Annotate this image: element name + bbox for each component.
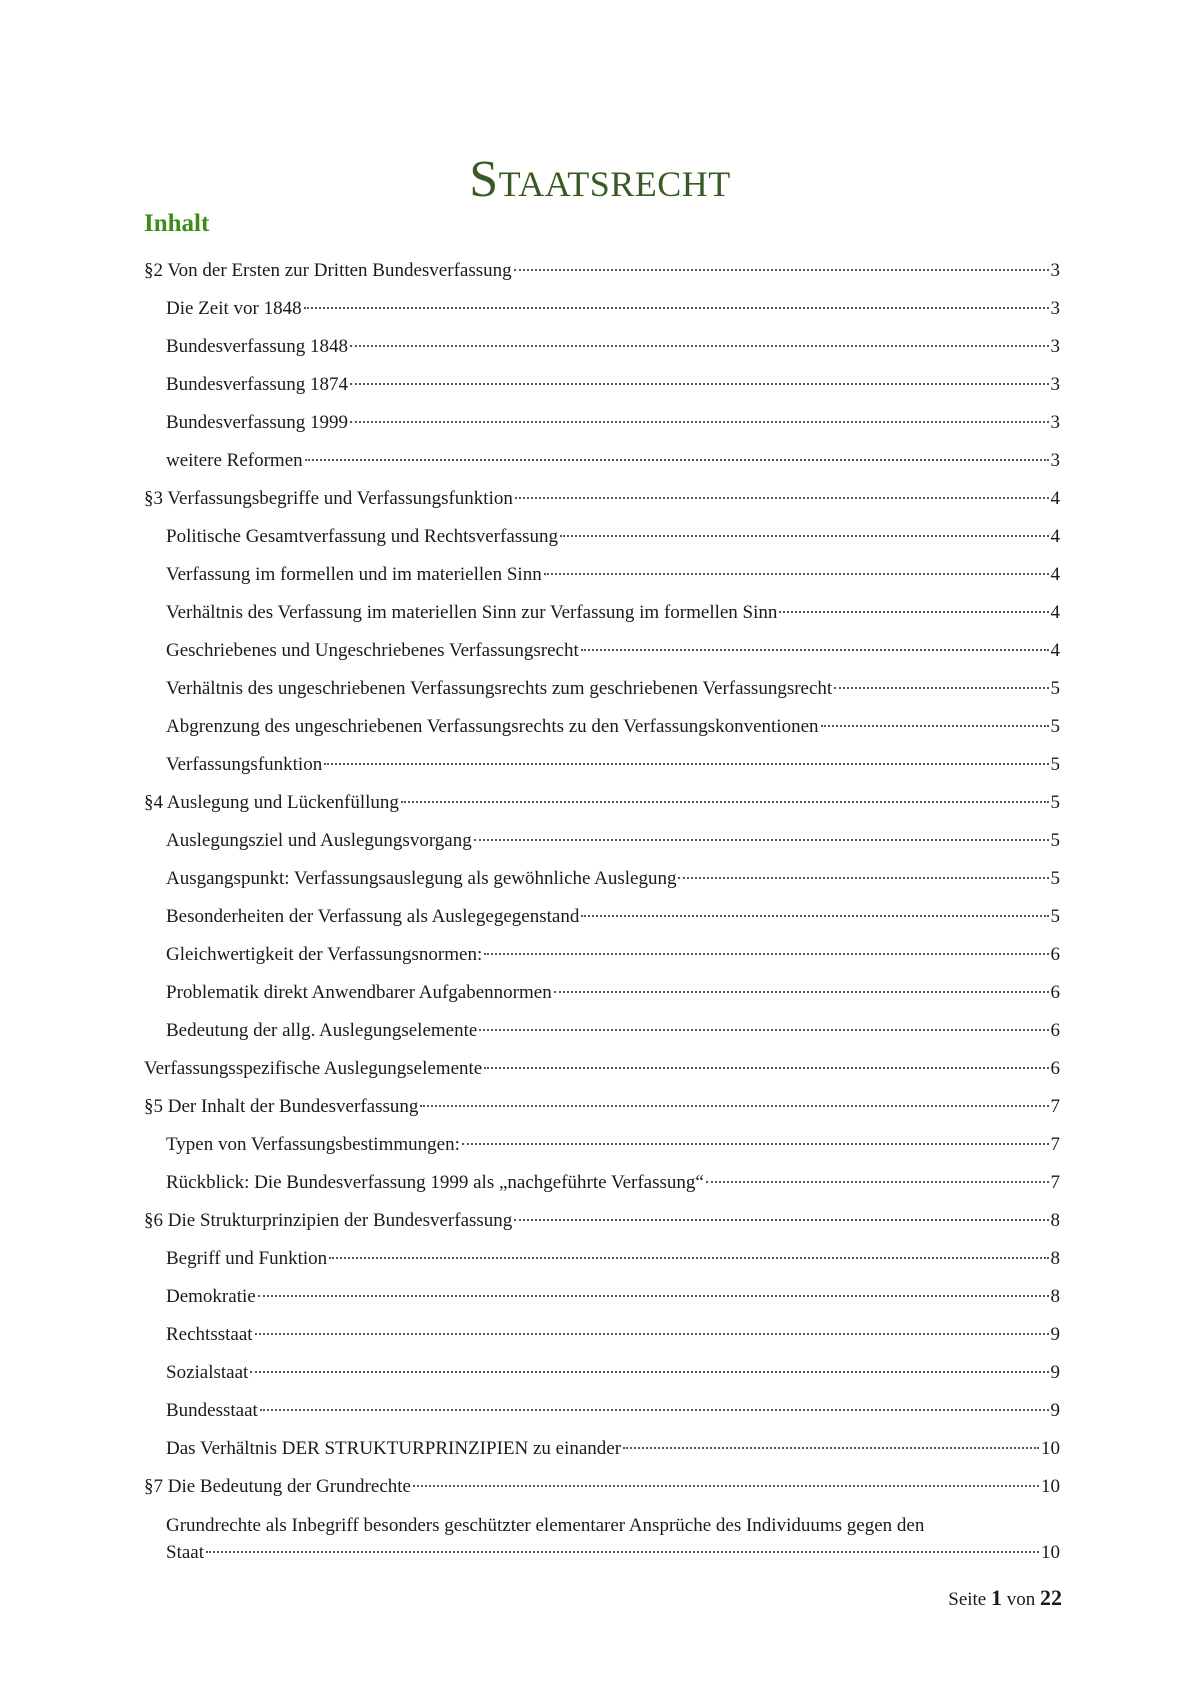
toc-entry-page: 8 (1050, 1286, 1060, 1307)
toc-entry[interactable] (144, 1246, 1060, 1284)
toc-entry[interactable] (144, 486, 1060, 524)
toc-dot-leader (350, 345, 1048, 347)
toc-dot-leader (581, 649, 1049, 651)
toc-entry-page: 5 (1050, 830, 1060, 851)
toc-entry-text: Geschriebenes und Ungeschriebenes Verfassungsrecht (166, 640, 579, 661)
toc-entry-page: 4 (1050, 602, 1060, 623)
toc-entry-text: Verfassungsspezifische Auslegungselemente (144, 1058, 483, 1079)
toc-entry-text: Das Verhältnis DER STRUKTURPRINZIPIEN zu einander (166, 1438, 622, 1459)
toc-entry-page: 3 (1050, 298, 1060, 319)
toc-entry[interactable] (144, 714, 1060, 752)
toc-entry-text: Bundesstaat (166, 1400, 258, 1421)
toc-entry-page: 3 (1050, 336, 1060, 357)
toc-entry[interactable] (144, 866, 1060, 904)
toc-entry[interactable] (144, 1322, 1060, 1360)
page-footer (948, 1585, 1062, 1611)
toc-dot-leader (462, 1143, 1049, 1145)
toc-dot-leader (401, 801, 1049, 803)
toc-entry-text: Ausgangspunkt: Verfassungsauslegung als gewöhnliche Auslegung (166, 868, 677, 889)
toc-entry-text: Sozialstaat (166, 1362, 249, 1383)
footer-current-page: 1 (991, 1585, 1002, 1610)
toc-dot-leader (479, 1029, 1048, 1031)
footer-total-pages: 22 (1040, 1585, 1062, 1610)
toc-entry[interactable] (144, 372, 1060, 410)
toc-dot-leader (581, 915, 1048, 917)
toc-dot-leader (474, 839, 1049, 841)
toc-entry[interactable] (144, 410, 1060, 448)
toc-entry-page: 7 (1050, 1096, 1060, 1117)
toc-entry-text: Bundesverfassung 1999 (166, 412, 349, 433)
toc-dot-leader (350, 421, 1048, 423)
toc-dot-leader (821, 725, 1049, 727)
toc-entry-page: 7 (1050, 1172, 1060, 1193)
toc-entry[interactable] (144, 942, 1060, 980)
toc-entry-page: 6 (1050, 944, 1060, 965)
toc-entry-text: Politische Gesamtverfassung und Rechtsverfassung (166, 526, 559, 547)
toc-heading: Inhalt (144, 210, 210, 237)
page-title: Staatsrecht (469, 151, 731, 208)
toc-entry-text: Demokratie (166, 1286, 256, 1307)
toc-entry-text: Gleichwertigkeit der Verfassungsnormen: (166, 944, 483, 965)
toc-entry[interactable] (144, 676, 1060, 714)
toc-entry-text: §2 Von der Ersten zur Dritten Bundesverfassung (144, 260, 512, 281)
toc-entry-text: Bedeutung der allg. Auslegungselemente (166, 1020, 478, 1041)
toc-dot-leader (324, 763, 1048, 765)
toc-entry-page: 5 (1050, 906, 1060, 927)
toc-entry-text: weitere Reformen (166, 450, 303, 471)
toc-entry-text: §6 Die Strukturprinzipien der Bundesverfassung (144, 1210, 513, 1231)
toc-dot-leader (250, 1371, 1048, 1373)
toc-entry[interactable] (144, 1132, 1060, 1170)
toc-entry[interactable] (144, 638, 1060, 676)
toc-entry[interactable] (144, 904, 1060, 942)
toc-dot-leader (544, 573, 1049, 575)
footer-prefix: Seite (948, 1589, 987, 1610)
toc-entry-page: 4 (1050, 488, 1060, 509)
toc-dot-leader (779, 611, 1048, 613)
toc-entry[interactable] (144, 600, 1060, 638)
toc-entry-text: §7 Die Bedeutung der Grundrechte (144, 1476, 411, 1497)
table-of-contents (144, 258, 1060, 1570)
toc-entry-text: Rückblick: Die Bundesverfassung 1999 als „nachgeführte Verfassung“ (166, 1172, 704, 1193)
footer-middle: von (1006, 1589, 1036, 1610)
toc-dot-leader (484, 1067, 1048, 1069)
toc-dot-leader (413, 1485, 1039, 1487)
toc-entry[interactable] (144, 1436, 1060, 1474)
toc-dot-leader (554, 991, 1049, 993)
toc-dot-leader (206, 1551, 1039, 1553)
toc-entry[interactable] (144, 258, 1060, 296)
toc-entry[interactable] (144, 1398, 1060, 1436)
toc-dot-leader (706, 1181, 1049, 1183)
toc-entry-text: Verfassung im formellen und im materiellen Sinn (166, 564, 542, 585)
toc-entry-page: 5 (1050, 678, 1060, 699)
toc-entry-page: 4 (1050, 564, 1060, 585)
toc-entry-page: 3 (1050, 450, 1060, 471)
toc-entry-page: 6 (1050, 1020, 1060, 1041)
toc-entry-page: 4 (1050, 526, 1060, 547)
toc-entry-text: §3 Verfassungsbegriffe und Verfassungsfunktion (144, 488, 513, 509)
toc-dot-leader (560, 535, 1048, 537)
toc-entry-page: 5 (1050, 792, 1060, 813)
toc-entry[interactable] (144, 1284, 1060, 1322)
toc-dot-leader (515, 497, 1049, 499)
toc-entry[interactable] (144, 1512, 1060, 1570)
toc-dot-leader (329, 1257, 1048, 1259)
toc-entry[interactable] (144, 1474, 1060, 1512)
toc-entry-text: Auslegungsziel und Auslegungsvorgang (166, 830, 472, 851)
toc-entry-text: §4 Auslegung und Lückenfüllung (144, 792, 399, 813)
toc-entry-page: 6 (1050, 1058, 1060, 1079)
toc-entry-text: §5 Der Inhalt der Bundesverfassung (144, 1096, 419, 1117)
toc-entry-page: 9 (1050, 1362, 1060, 1383)
toc-entry[interactable] (144, 524, 1060, 562)
toc-entry-page: 5 (1050, 868, 1060, 889)
toc-entry-text: Besonderheiten der Verfassung als Auslegegegenstand (166, 906, 580, 927)
toc-entry-text: Begriff und Funktion (166, 1248, 328, 1269)
toc-entry-text: Typen von Verfassungsbestimmungen: (166, 1134, 460, 1155)
toc-entry[interactable] (144, 1360, 1060, 1398)
toc-entry-page: 3 (1050, 260, 1060, 281)
toc-entry[interactable] (144, 334, 1060, 372)
toc-entry[interactable] (144, 752, 1060, 790)
toc-entry[interactable] (144, 562, 1060, 600)
toc-entry[interactable] (144, 1094, 1060, 1132)
toc-dot-leader (420, 1105, 1048, 1107)
toc-entry[interactable] (144, 1056, 1060, 1094)
toc-dot-leader (258, 1295, 1049, 1297)
toc-entry[interactable] (144, 1018, 1060, 1056)
toc-dot-leader (350, 383, 1048, 385)
toc-entry-text: Grundrechte als Inbegriff besonders geschützter elementarer Ansprüche des Individuums gegen den (166, 1515, 925, 1536)
toc-entry[interactable] (144, 980, 1060, 1018)
toc-dot-leader (305, 459, 1049, 461)
toc-dot-leader (834, 687, 1048, 689)
toc-dot-leader (484, 953, 1048, 955)
toc-entry-text: Abgrenzung des ungeschriebenen Verfassungsrechts zu den Verfassungskonventionen (166, 716, 819, 737)
toc-entry-text: Verhältnis des ungeschriebenen Verfassungsrechts zum geschriebenen Verfassungsrecht (166, 678, 833, 699)
toc-entry-page: 8 (1050, 1210, 1060, 1231)
toc-entry-page: 6 (1050, 982, 1060, 1003)
toc-entry-page: 4 (1050, 640, 1060, 661)
toc-entry-page: 9 (1050, 1400, 1060, 1421)
toc-entry-page: 7 (1050, 1134, 1060, 1155)
toc-entry-text: Verfassungsfunktion (166, 754, 323, 775)
toc-entry-page: 3 (1050, 374, 1060, 395)
toc-entry[interactable] (144, 790, 1060, 828)
toc-entry[interactable] (144, 1170, 1060, 1208)
toc-entry[interactable] (144, 1208, 1060, 1246)
toc-entry-page: 10 (1041, 1438, 1060, 1459)
toc-entry-text: Die Zeit vor 1848 (166, 298, 302, 319)
toc-dot-leader (260, 1409, 1049, 1411)
toc-dot-leader (678, 877, 1048, 879)
toc-dot-leader (514, 1219, 1048, 1221)
toc-entry[interactable] (144, 448, 1060, 486)
toc-entry-page: 5 (1050, 754, 1060, 775)
toc-entry-page: 3 (1050, 412, 1060, 433)
toc-dot-leader (304, 307, 1049, 309)
toc-dot-leader (623, 1447, 1039, 1449)
toc-entry-text: Bundesverfassung 1874 (166, 374, 349, 395)
toc-entry-page: 9 (1050, 1324, 1060, 1345)
toc-entry[interactable] (144, 296, 1060, 334)
toc-entry-page: 8 (1050, 1248, 1060, 1269)
toc-entry-text: Problematik direkt Anwendbarer Aufgabennormen (166, 982, 552, 1003)
toc-entry-text: Rechtsstaat (166, 1324, 253, 1345)
toc-entry-page: 10 (1041, 1542, 1060, 1563)
toc-dot-leader (514, 269, 1049, 271)
toc-entry-text: Verhältnis des Verfassung im materiellen Sinn zur Verfassung im formellen Sinn (166, 602, 778, 623)
toc-entry-text-continued: Staat (166, 1542, 204, 1563)
toc-entry-page: 10 (1041, 1476, 1060, 1497)
toc-dot-leader (255, 1333, 1049, 1335)
toc-entry-page: 5 (1050, 716, 1060, 737)
toc-entry[interactable] (144, 828, 1060, 866)
toc-entry-text: Bundesverfassung 1848 (166, 336, 349, 357)
